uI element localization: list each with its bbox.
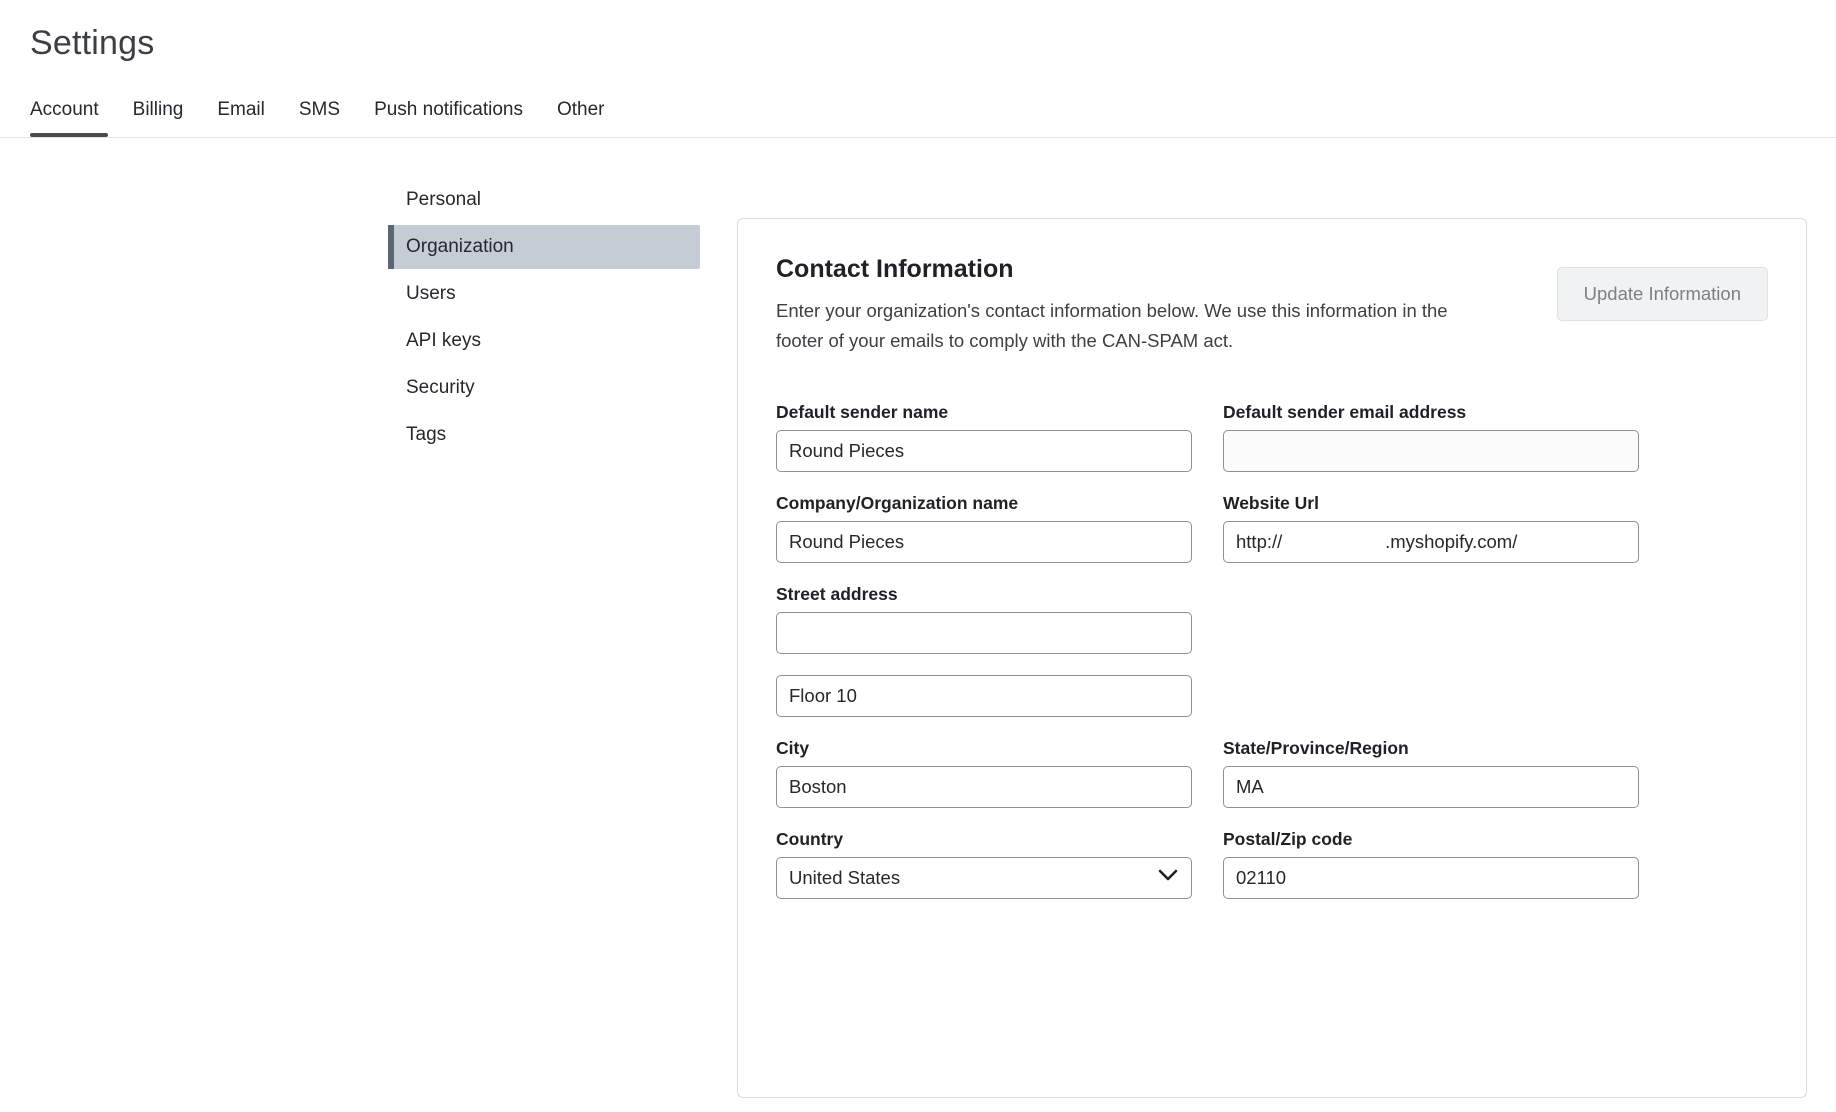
form-row-street-address xyxy=(776,584,1768,654)
field-company-name xyxy=(776,493,1192,563)
street-address-input[interactable] xyxy=(776,612,1192,654)
label-website-url: Website Url xyxy=(1223,492,1319,513)
tab-account[interactable]: Account xyxy=(30,99,116,137)
label-postal: Postal/Zip code xyxy=(1223,828,1353,849)
sender-name-input[interactable] xyxy=(776,430,1192,472)
field-street-address xyxy=(776,584,1192,654)
subnav-item-organization[interactable]: Organization xyxy=(388,225,700,269)
street-address-2-input[interactable] xyxy=(776,675,1192,717)
field-state xyxy=(1223,738,1639,808)
tab-sms[interactable]: SMS xyxy=(298,99,341,120)
subnav-item-security[interactable]: Security xyxy=(406,377,475,398)
form-row-city-state xyxy=(776,738,1768,808)
subnav-item-users[interactable]: Users xyxy=(406,283,456,304)
label-state: State/Province/Region xyxy=(1223,737,1409,758)
form-row-company xyxy=(776,493,1768,563)
form-row-street-address-2 xyxy=(776,675,1768,717)
label-city: City xyxy=(776,737,810,758)
field-website-url xyxy=(1223,493,1639,563)
label-street-address: Street address xyxy=(776,583,898,604)
subnav-item-tags[interactable]: Tags xyxy=(406,424,447,445)
tab-billing[interactable]: Billing xyxy=(132,99,184,120)
update-information-button[interactable]: Update Information xyxy=(1557,267,1768,321)
contact-information-card xyxy=(737,218,1807,1098)
field-street-address-2 xyxy=(776,675,1192,717)
settings-subnav xyxy=(0,178,700,460)
primary-tabs xyxy=(30,89,1806,137)
label-company-name: Company/Organization name xyxy=(776,492,1019,513)
label-country: Country xyxy=(776,828,844,849)
company-name-input[interactable] xyxy=(776,521,1192,563)
contact-information-form xyxy=(776,402,1768,899)
field-postal xyxy=(1223,829,1639,899)
subnav-item-api-keys[interactable]: API keys xyxy=(406,330,481,351)
field-city xyxy=(776,738,1192,808)
form-row-sender xyxy=(776,402,1768,472)
field-sender-name xyxy=(776,402,1192,472)
tab-push-notifications[interactable]: Push notifications xyxy=(374,99,523,120)
form-row-country-postal xyxy=(776,829,1768,899)
tab-email[interactable]: Email xyxy=(217,99,265,120)
card-header xyxy=(776,255,1768,356)
country-select[interactable] xyxy=(776,857,1192,899)
label-sender-email: Default sender email address xyxy=(1223,401,1467,422)
page-title: Settings xyxy=(30,24,155,62)
card-description: Enter your organization's contact information below. We use this information in the footer of your emails to comply with the CAN-SPAM act. xyxy=(776,300,1448,351)
card-header-text xyxy=(776,255,1476,356)
postal-code-input[interactable] xyxy=(1223,857,1639,899)
page-header xyxy=(0,0,1836,137)
label-sender-name: Default sender name xyxy=(776,401,949,422)
state-input[interactable] xyxy=(1223,766,1639,808)
field-sender-email xyxy=(1223,402,1639,472)
field-country xyxy=(776,829,1192,899)
country-select-wrapper xyxy=(776,857,1192,899)
sender-email-input[interactable] xyxy=(1223,430,1639,472)
subnav-item-personal[interactable]: Personal xyxy=(406,189,481,210)
website-url-input[interactable] xyxy=(1223,521,1639,563)
tab-other[interactable]: Other xyxy=(556,99,605,120)
city-input[interactable] xyxy=(776,766,1192,808)
card-title: Contact Information xyxy=(776,255,1014,283)
